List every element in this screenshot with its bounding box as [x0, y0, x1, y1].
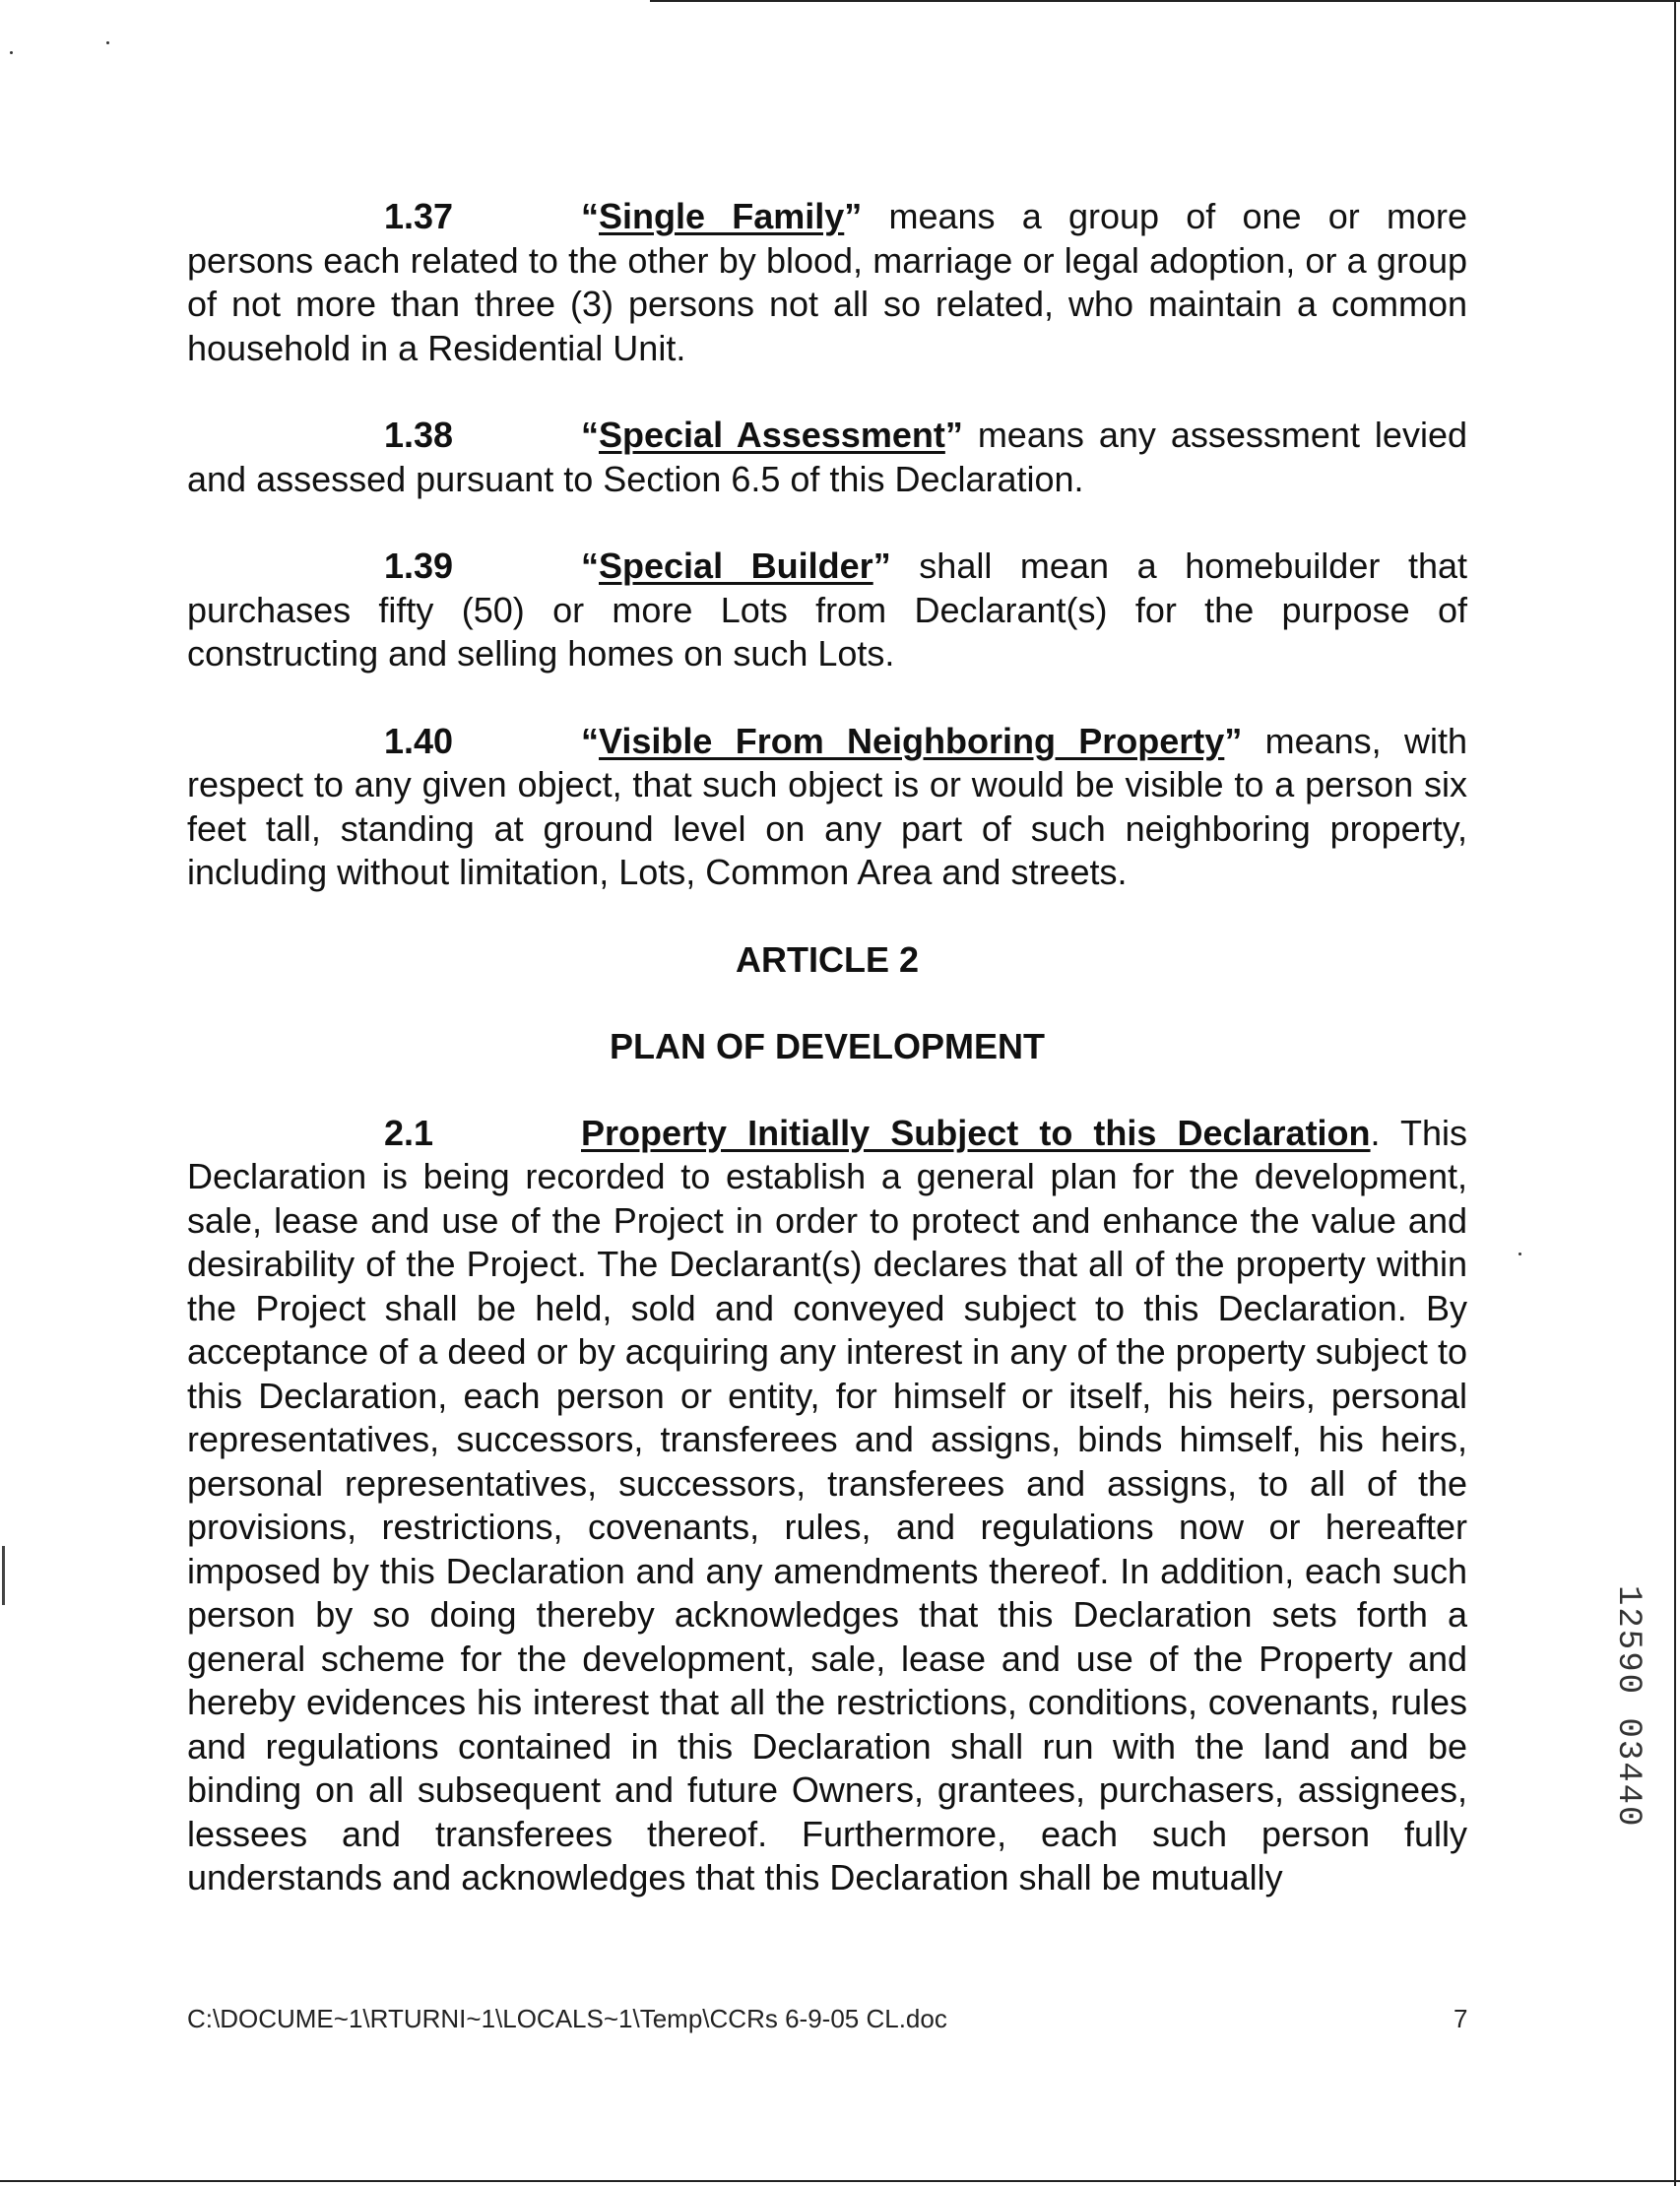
- scan-speck: [106, 41, 109, 44]
- section-2-1: [187, 1112, 1467, 1900]
- footer-file-path: C:\DOCUME~1\RTURNI~1\LOCALS~1\Temp\CCRs 6-9-05 CL.doc: [187, 2004, 947, 2033]
- defined-term: [581, 546, 891, 586]
- close-quote: ”: [872, 546, 891, 586]
- term-text: Special Assessment: [599, 415, 945, 455]
- document-body: [187, 195, 1467, 1944]
- defined-term: [581, 415, 963, 455]
- open-quote: “: [581, 415, 599, 455]
- defined-term: [581, 721, 1242, 761]
- scan-speck: [10, 51, 13, 54]
- section-body: means, with respect to any given object, that such object is or would be visible to a person six feet tall, standing at ground level on any part of such neighboring property, including without limitation, Lots, Common Area and streets.: [187, 720, 1467, 892]
- section-body: means any assessment levied and assessed pursuant to Section 6.5 of this Declaration.: [187, 415, 1467, 499]
- heading-punct: .: [1370, 1112, 1381, 1153]
- term-text: Special Builder: [599, 546, 873, 586]
- close-quote: ”: [1224, 720, 1243, 761]
- section-number: 1.38: [384, 415, 454, 455]
- page-edge-left: [2, 1546, 5, 1605]
- open-quote: “: [581, 546, 599, 586]
- term-text: Single Family: [599, 196, 845, 236]
- section-1-39: [187, 545, 1467, 676]
- article-label: ARTICLE 2: [735, 938, 919, 980]
- page-edge-right: [1674, 0, 1676, 2186]
- section-number: 1.40: [384, 720, 454, 761]
- heading-text: Property Initially Subject to this Declaration: [581, 1112, 1371, 1153]
- close-quote: ”: [944, 415, 963, 455]
- open-quote: “: [581, 196, 599, 236]
- close-quote: ”: [844, 196, 863, 236]
- section-1-40: [187, 720, 1467, 895]
- page-edge-top: [650, 0, 1680, 2]
- section-body: shall mean a homebuilder that purchases fifty (50) or more Lots from Declarant(s) for the purpose of constructing and selling homes on such Lots.: [187, 546, 1467, 674]
- defined-term: [581, 196, 862, 236]
- open-quote: “: [581, 720, 599, 761]
- scan-speck: [1518, 1253, 1521, 1255]
- recording-stamp: 12590 03440: [1609, 1585, 1647, 1829]
- term-text: Visible From Neighboring Property: [599, 720, 1225, 761]
- page-edge-bottom: [0, 2180, 1680, 2182]
- article-title: PLAN OF DEVELOPMENT: [609, 1025, 1046, 1066]
- page-number: 7: [1454, 2004, 1468, 2033]
- section-1-37: [187, 195, 1467, 370]
- section-number: 1.39: [384, 546, 454, 586]
- section-body: This Declaration is being recorded to establish a general plan for the development, sale, lease and use of the Project in order to protect and enhance the value and desirability of the Project. The Declarant(s) declares that all of the property within the Project shall be held, sold and conveyed subject to this Declaration. By acceptance of a deed or by acquiring any interest in any of the property subject to this Declaration, each person or entity, for himself or itself, his heirs, personal representatives, successors, transferees and assigns, binds himself, his heirs, personal representatives, successors, transferees and assigns, to all of the provisions, restrictions, covenants, rules, and regulations now or hereafter imposed by this Declaration and any amendments thereof. In addition, each such person by so doing thereby acknowledges that this Declaration sets forth a general scheme for the development, sale, lease and use of the Property and hereby evidences his interest that all the restrictions, conditions, covenants, rules and regulations contained in this Declaration shall run with the land and be binding on all subsequent and future Owners, grantees, purchasers, assignees, lessees and transferees thereof. Furthermore, each such person fully understands and acknowledges that this Declaration shall be mutually: [187, 1112, 1467, 1897]
- section-number: 2.1: [384, 1112, 434, 1153]
- section-number: 1.37: [384, 196, 454, 236]
- section-body: means a group of one or more persons each related to the other by blood, marriage or legal adoption, or a group of not more than three (3) persons not all so related, who maintain a common household in a Residential Unit.: [187, 196, 1467, 368]
- section-heading: [581, 1113, 1371, 1153]
- section-1-38: [187, 414, 1467, 501]
